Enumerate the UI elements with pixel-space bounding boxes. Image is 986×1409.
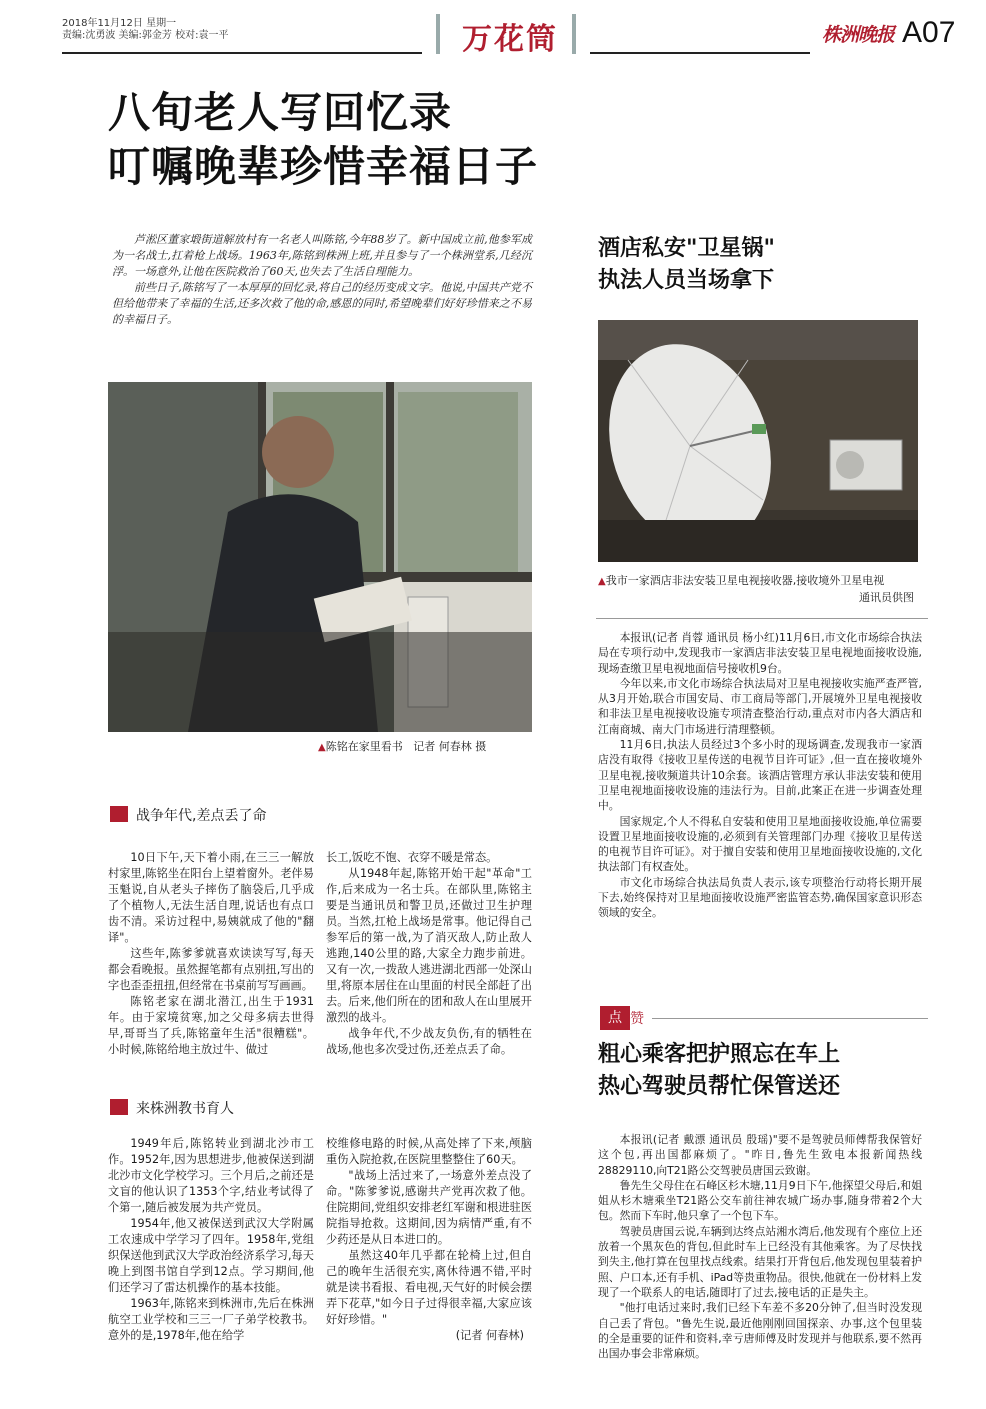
section-title: 来株洲教书育人: [136, 1101, 234, 1117]
staff-line: 责编:沈勇波 美编:郭金芳 校对:袁一平: [62, 30, 229, 41]
page-number: A07: [902, 16, 956, 49]
praise-badge: 点: [600, 1006, 630, 1030]
body-paragraph: 11月6日,执法人员经过3个多小时的现场调查,发现我市一家酒店没有取得《接收卫星传送的电视节目许可证》,但一直在接收境外卫星电视,接收频道共计10余套。该酒店管理方承认非法安装和使用卫星电视地面接收设施的违法行为。目前,此案正在进一步调查处理中。: [598, 738, 922, 813]
body-paragraph: 战争年代,不少战友负伤,有的牺牲在战场,他也多次受过伤,还差点丢了命。: [326, 1027, 532, 1056]
satellite-dish-illustration: [598, 320, 918, 562]
body-paragraph: 国家规定,个人不得私自安装和使用卫星地面接收设施,单位需要设置卫星地面接收设施的,必须到有关管理部门办理《接收卫星传送的电视节目许可证》。对于擅自安装和使用卫星地面接收设施的,文化执法部门有权查处。: [598, 814, 922, 874]
byline: (记者 何春林): [455, 1329, 524, 1342]
caption-triangle-icon: ▲: [598, 576, 606, 587]
dish-photo-caption: [598, 573, 928, 606]
date-line: 2018年11月12日 星期一: [62, 18, 177, 29]
body-paragraph: "他打电话过来时,我们已经下车差不多20分钟了,但当时没发现自己丢了背包。"鲁先生说,最近他刚刚回国探亲、办事,这个包里装的全是重要的证件和资料,幸亏唐师傅及时发现并与他联系,要不然再出国办事会非常麻烦。: [598, 1301, 922, 1361]
body-paragraph: 虽然这40年几乎都在轮椅上过,但自己的晚年生活很充实,离休待遇不错,平时就是读书看报、看电视,天气好的时候会摆弄下花草,"如今日子过得很幸福,大家应该好好珍惜。": [326, 1249, 532, 1326]
body-paragraph: 市文化市场综合执法局负责人表示,该专项整治行动将长期开展下去,始终保持对卫星地面接收设施严密监管态势,确保国家意识形态领域的安全。: [598, 875, 922, 920]
body-paragraph: 1954年,他又被保送到武汉大学附属工农速成中学学习了四年。1958年,党组织保送他到武汉大学政治经济系学习,每天晚上到图书馆自学到12点。学习期间,他们还学习了雷达机操作的基本技能。: [108, 1217, 314, 1294]
body-paragraph: 从1948年起,陈铭开始干起"革命"工作,后来成为一名士兵。在部队里,陈铭主要是当通讯员和警卫员,还做过卫生护理员。当然,扛枪上战场是常事。他记得自己参军后的第一战,为了消灭敌人,防止敌人逃跑,140公里的路,大家全力跑步前进。又有一次,一拨敌人逃进湖北西部一处深山里,将原本居住在山里面的村民全部赶了出去。后来,他们所在的团和敌人在山里展开激烈的战斗。: [326, 867, 532, 1024]
body-paragraph: "战场上活过来了,一场意外差点没了命。"陈爹爹说,感谢共产党再次救了他。住院期间,党组织安排老红军谢和根进驻医院指导抢救。这期间,因为病情严重,有不少药还是从日本进口的。: [326, 1169, 532, 1246]
caption-triangle-icon: ▲: [318, 742, 326, 753]
body-paragraph: 今年以来,市文化市场综合执法局对卫星电视接收实施严查严管,从3月开始,联合市国安局、市工商局等部门,开展境外卫星电视接收和非法卫星电视接收设施专项清查整治行动,重点对市内各大酒店和江南商城、南大门市场进行清理整顿。: [598, 676, 922, 736]
masthead-logo: 株洲晚报: [822, 24, 895, 46]
section-head-teaching: [110, 1096, 550, 1118]
story2-body: [598, 630, 922, 921]
story3-body: [598, 1132, 922, 1361]
body-paragraph: 校维修电路的时候,从高处摔了下来,颅脑重伤入院抢救,在医院里整整住了60天。: [326, 1137, 532, 1166]
column-divider: [596, 618, 928, 619]
elderly-reader-illustration: [108, 382, 532, 732]
body-paragraph: 驾驶员唐国云说,车辆到达终点站湘水湾后,他发现有个座位上还放着一个黑灰色的背包,但此时车上已经没有其他乘客。为了尽快找到失主,他打算在包里找点线索。结果打开背包后,他发现包里装着护照、户口本,还有手机、iPad等贵重物品。很快,他就在一份材料上发现了一个联系人的电话,随即打了过去,接电话的正是失主。: [598, 1224, 922, 1299]
section2-column-left: [108, 1136, 314, 1344]
body-paragraph: 10日下午,天下着小雨,在三三一解放村家里,陈铭坐在阳台上望着窗外。老伴易玉魁说,自从老头子摔伤了脑袋后,几乎成了个植物人,无法生活自理,说话也有点口齿不清。采访过程中,易姨就成了他的"翻译"。: [108, 851, 314, 944]
header-meta: [62, 18, 442, 42]
intro-paragraph: 芦淞区董家塅街道解放村有一名老人叫陈铭,今年88岁了。新中国成立前,他参军成为一名战士,扛着枪上战场。1963年,陈铭到株洲上班,并且参与了一个株洲堂系,几经沉浮。一场意外,让他在医院救治了60天,也失去了生活自理能力。: [112, 233, 532, 278]
section1-column-right: [326, 850, 532, 1058]
section-head-war: [110, 803, 550, 825]
main-photo-caption: [318, 738, 486, 754]
body-paragraph: 本报讯(记者 戴漂 通讯员 殷瑶)"要不是驾驶员师傅帮我保管好这个包,再出国都麻烦了。"昨日,鲁先生致电本报新闻热线28829110,向T21路公交驾驶员唐国云致谢。: [598, 1133, 922, 1177]
satellite-dish-photo: [598, 320, 918, 562]
intro-paragraph: 前些日子,陈铭写了一本厚厚的回忆录,将自己的经历变成文字。他说,中国共产党不但给他带来了幸福的生活,还多次救了他的命,感恩的同时,希望晚辈们好好珍惜来之不易的幸福日子。: [112, 281, 532, 326]
header-rule-left: [62, 52, 422, 54]
body-paragraph: 这些年,陈爹爹就喜欢读读写写,每天都会看晚报。虽然握笔都有点别扭,写出的字也歪歪扭扭,但经常在书桌前写写画画。: [108, 947, 314, 992]
section-marker-icon: [110, 806, 128, 822]
caption-text: 我市一家酒店非法安装卫星电视接收器,接收境外卫星电视: [605, 574, 885, 587]
body-paragraph: 长工,饭吃不饱、衣穿不暖是常态。: [326, 851, 498, 864]
header-divider-bar: [572, 14, 576, 54]
story3-headline-line-2: 热心驾驶员帮忙保管送还: [598, 1073, 841, 1099]
caption-credit: 记者 何春林 摄: [413, 740, 487, 753]
elderly-reader-photo: [108, 382, 532, 732]
body-paragraph: 1949年后,陈铭转业到湖北沙市工作。1952年,因为思想进步,他被保送到湖北沙市文化学校学习。三个月后,之前还是文盲的他认识了1353个字,结业考试得了个第一,随后被发展为共产党员。: [108, 1137, 314, 1214]
section1-column-left: [108, 850, 314, 1058]
section2-column-right: [326, 1136, 532, 1344]
story2-headline-line-2: 执法人员当场拿下: [598, 267, 775, 293]
story3-headline: [598, 1038, 928, 1102]
badge-rule: [652, 1018, 928, 1019]
main-headline: [108, 86, 628, 194]
section-marker-icon: [110, 1099, 128, 1115]
header-divider-bar: [436, 14, 440, 54]
caption-text: 陈铭在家里看书: [325, 740, 403, 753]
body-paragraph: 陈铭老家在湖北潜江,出生于1931年。由于家境贫寒,加之父母多病去世得早,哥哥当了兵,陈铭童年生活"很糟糕"。小时候,陈铭给地主放过牛、做过: [108, 995, 314, 1056]
headline-line-1: 八旬老人写回忆录: [108, 88, 453, 137]
story2-headline: [598, 232, 928, 296]
caption-credit: 通讯员供图: [859, 591, 914, 604]
body-paragraph: 鲁先生父母住在石峰区杉木塘,11月9日下午,他探望父母后,和姐姐从杉木塘乘坐T21路公交车前往神农城广场办事,随身带着2个大包。然而下车时,他只拿了一个包下车。: [598, 1178, 922, 1223]
praise-badge-text: 赞: [630, 1011, 644, 1027]
section-title: 战争年代,差点丢了命: [136, 808, 267, 824]
intro-paragraphs: [112, 232, 532, 328]
body-paragraph: 1963年,陈铭来到株洲市,先后在株洲航空工业学校和三三一厂子弟学校教书。意外的是,1978年,他在给学: [108, 1297, 314, 1342]
story3-headline-line-1: 粗心乘客把护照忘在车上: [598, 1041, 841, 1067]
header-rule-right: [590, 52, 810, 54]
section-name: 万花筒: [462, 22, 558, 57]
body-paragraph: 本报讯(记者 肖蓉 通讯员 杨小红)11月6日,市文化市场综合执法局在专项行动中,发现我市一家酒店非法安装卫星电视地面接收设施,现场查缴卫星电视地面信号接收机9台。: [598, 631, 922, 675]
story2-headline-line-1: 酒店私安"卫星锅": [598, 235, 775, 261]
headline-line-2: 叮嘱晚辈珍惜幸福日子: [108, 142, 539, 191]
